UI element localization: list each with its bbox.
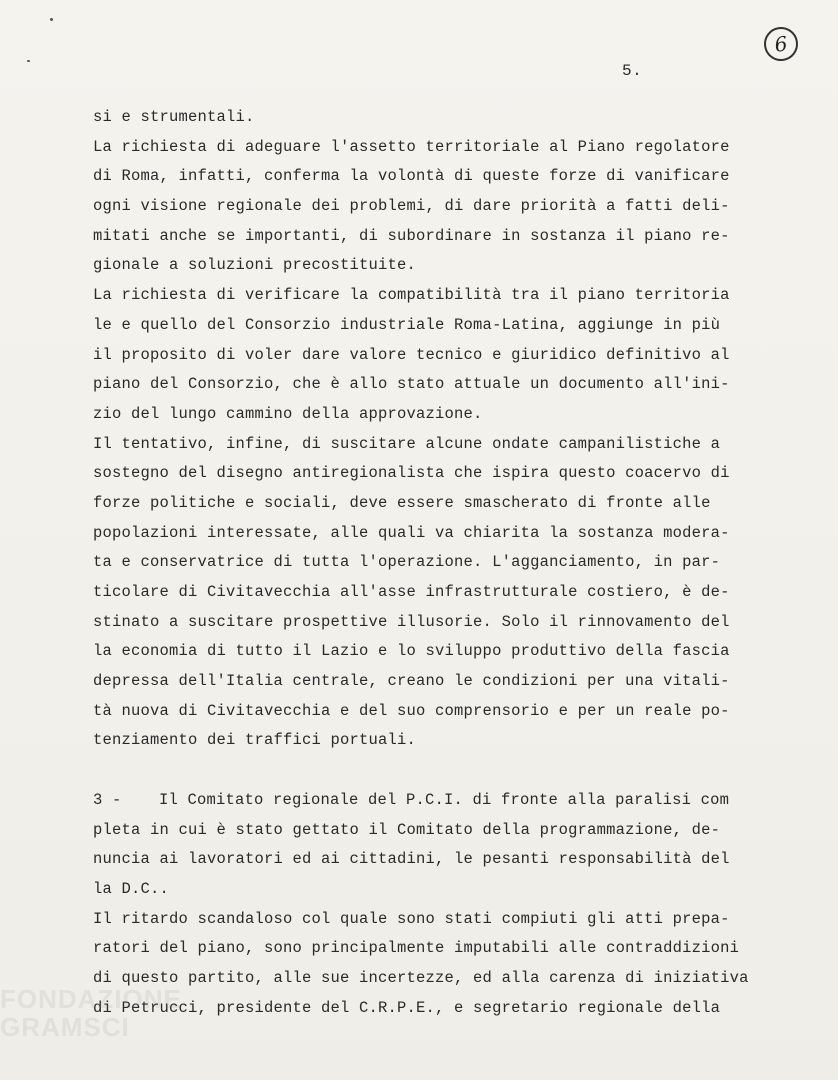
text-line: il proposito di voler dare valore tecnico e giuridico definitivo al	[93, 345, 730, 364]
section-3-heading-line	[93, 786, 793, 816]
text-line: gionale a soluzioni precostituite.	[93, 256, 417, 275]
ink-speck	[27, 60, 30, 62]
text-line: pleta in cui è stato gettato il Comitato della programmazione, de-	[93, 820, 721, 839]
text-line: nuncia ai lavoratori ed ai cittadini, le pesanti responsabilità del	[93, 850, 730, 869]
text-line: le e quello del Consorzio industriale Roma-Latina, aggiunge in più	[93, 315, 721, 334]
watermark-line: GRAMSCI	[0, 1012, 130, 1042]
text-line: forze politiche e sociali, deve essere smascherato di fronte alle	[93, 493, 711, 512]
archive-watermark	[0, 985, 220, 1041]
handwritten-sheet-number: 6	[762, 25, 800, 63]
text-line: tà nuova di Civitavecchia e del suo comprensorio e per un reale po-	[93, 701, 730, 720]
text-line: mitati anche se importanti, di subordinare in sostanza il piano re-	[93, 226, 730, 245]
page-number: 5.	[622, 62, 643, 80]
body-text	[93, 103, 793, 1023]
text-line: ratori del piano, sono principalmente imputabili alle contraddizioni	[93, 939, 740, 958]
text-line: Il tentativo, infine, di suscitare alcune ondate campanilistiche a	[93, 434, 721, 453]
text-line: ta e conservatrice di tutta l'operazione. L'agganciamento, in par-	[93, 553, 721, 572]
text-line: di Roma, infatti, conferma la volontà di queste forze di vanificare	[93, 167, 730, 186]
text-line: Il Comitato regionale del P.C.I. di fronte alla paralisi com	[159, 790, 730, 809]
watermark-line: FONDAZIONE	[0, 984, 182, 1014]
section-number: 3 -	[93, 790, 122, 809]
text-line: popolazioni interessate, alle quali va chiarita la sostanza modera-	[93, 523, 730, 542]
text-line: la economia di tutto il Lazio e lo sviluppo produttivo della fascia	[93, 642, 730, 661]
ink-speck	[50, 18, 53, 21]
text-line: di questo partito, alle sue incertezze, ed alla carenza di iniziativa	[93, 968, 749, 987]
text-line: ticolare di Civitavecchia all'asse infrastrutturale costiero, è de-	[93, 583, 730, 601]
text-line: sostegno del disegno antiregionalista che ispira questo coacervo di	[93, 464, 730, 483]
text-line: di Petrucci, presidente del C.R.P.E., e segretario regionale della	[93, 998, 721, 1017]
text-line: depressa dell'Italia centrale, creano le condizioni per una vitali-	[93, 672, 730, 691]
text-line: ogni visione regionale dei problemi, di dare priorità a fatti deli-	[93, 197, 730, 216]
text-line: si e strumentali.	[93, 108, 255, 126]
text-line: zio del lungo cammino della approvazione.	[93, 404, 483, 423]
text-line: la D.C..	[93, 879, 170, 898]
text-line: La richiesta di adeguare l'assetto territoriale al Piano regolatore	[93, 137, 730, 156]
text-line: piano del Consorzio, che è allo stato attuale un documento all'ini-	[93, 375, 730, 394]
text-line: tenziamento dei traffici portuali.	[93, 731, 417, 750]
text-line: Il ritardo scandaloso col quale sono stati compiuti gli atti prepa-	[93, 909, 730, 928]
text-line: La richiesta di verificare la compatibilità tra il piano territoria	[93, 286, 730, 305]
text-line: stinato a suscitare prospettive illusorie. Solo il rinnovamento del	[93, 612, 730, 631]
